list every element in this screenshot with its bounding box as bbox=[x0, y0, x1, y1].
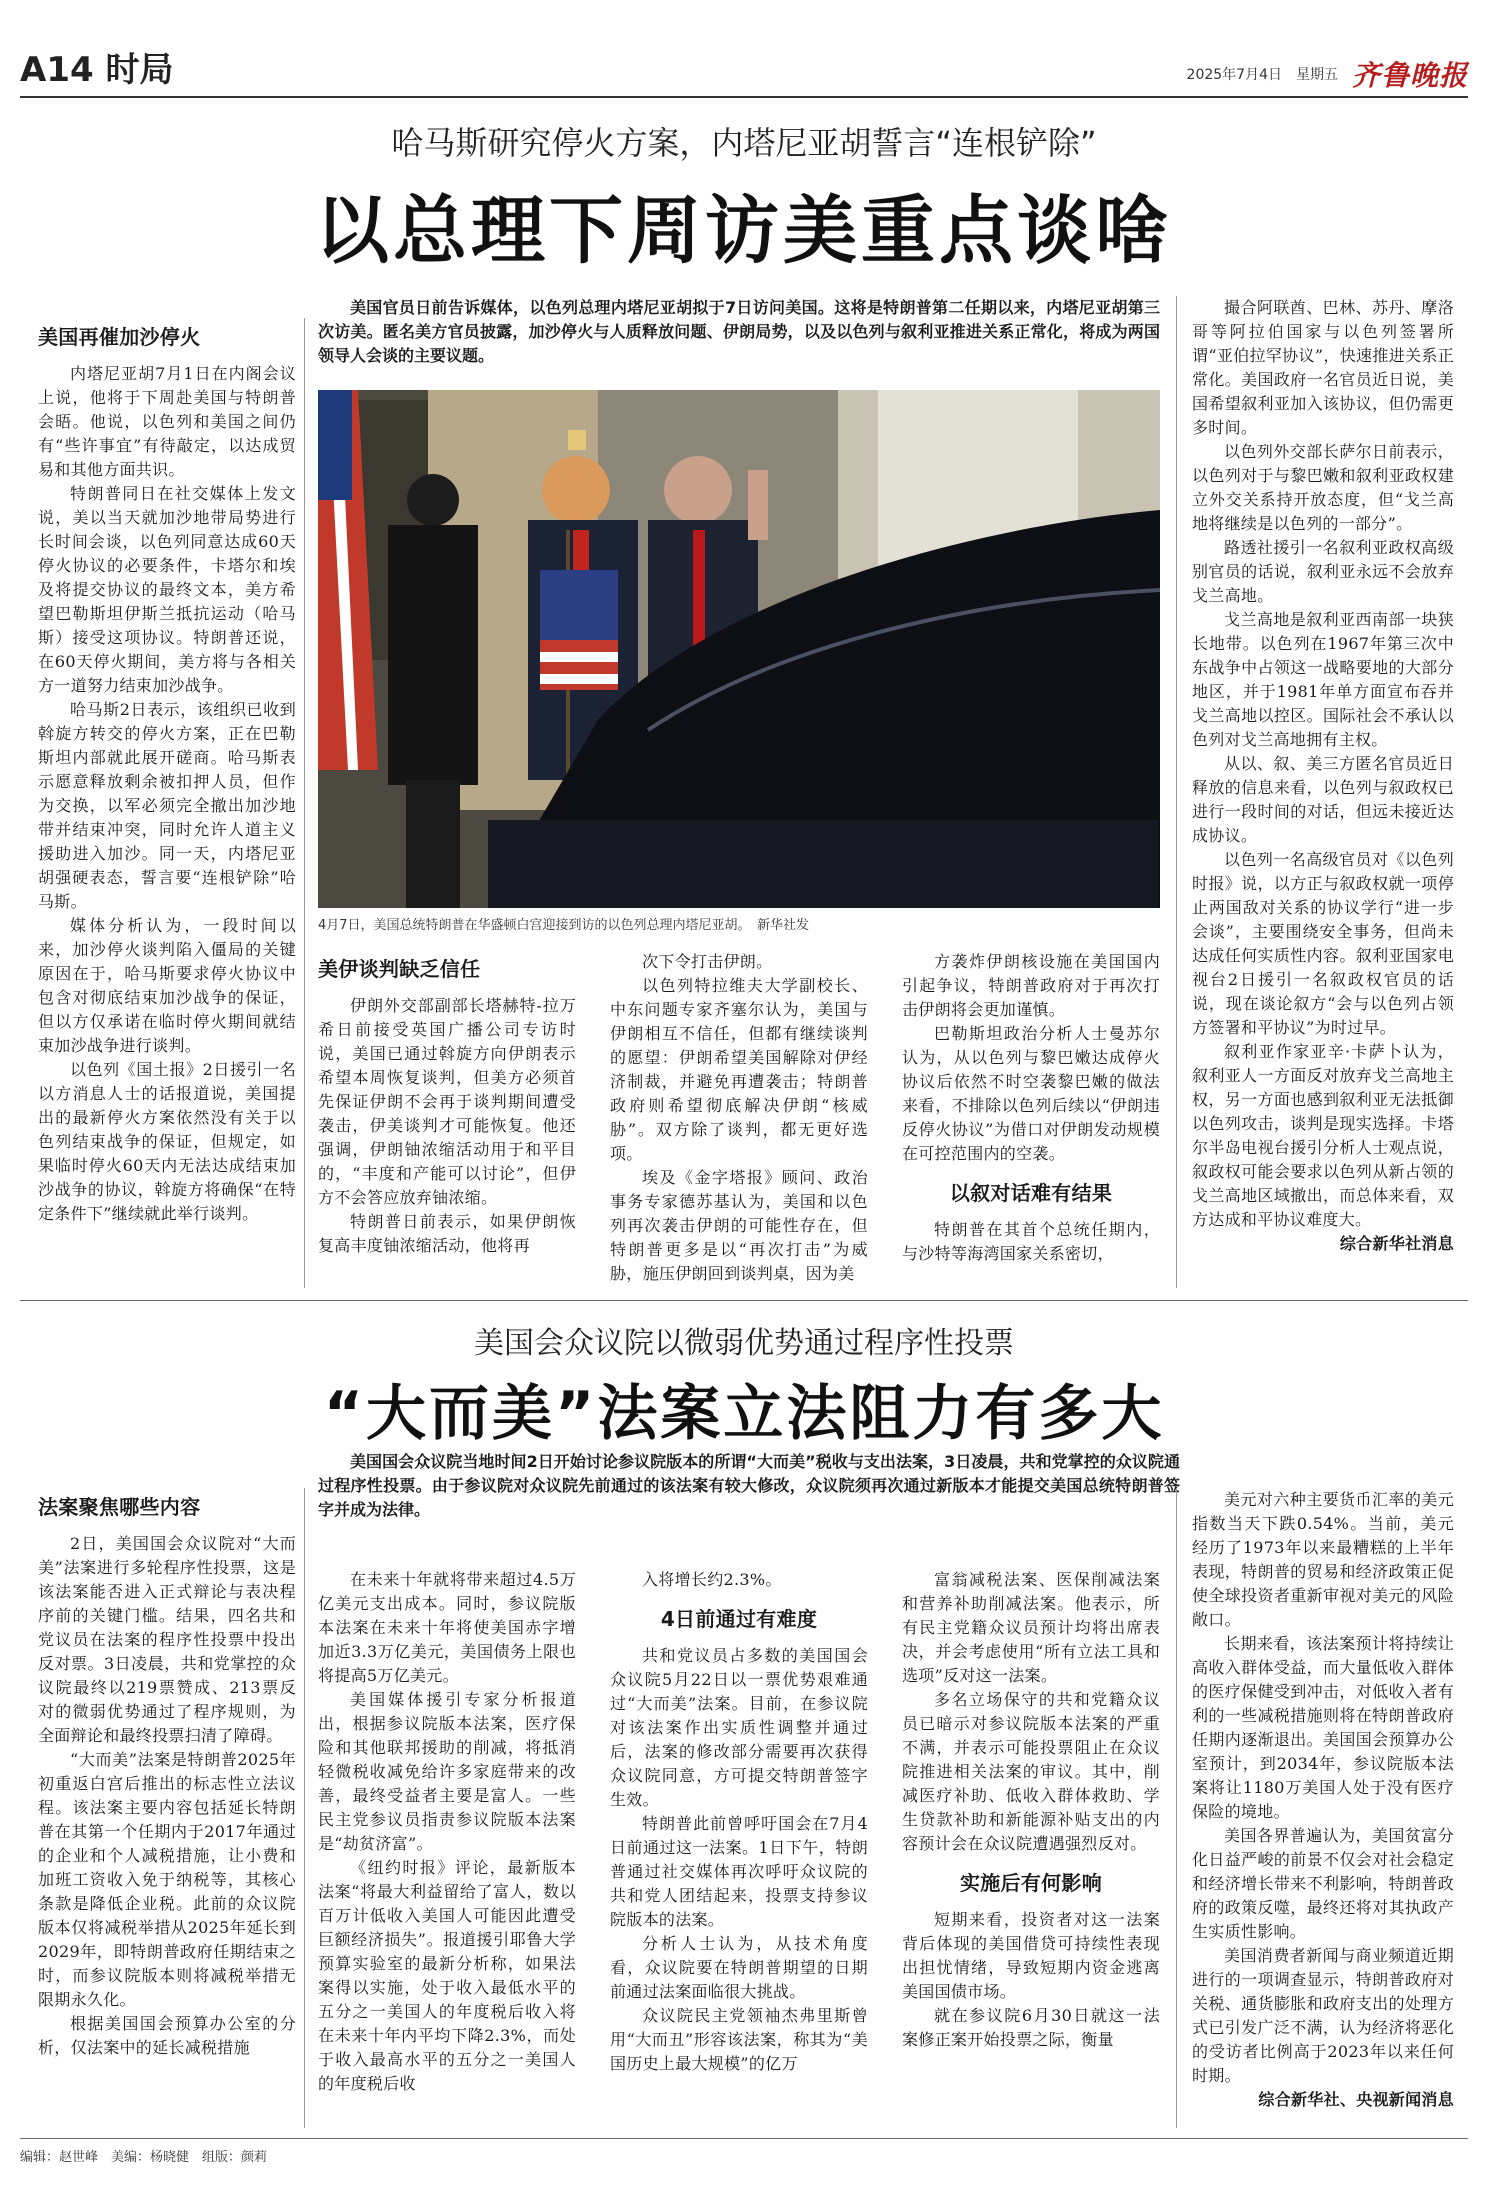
paragraph: 以色列《国土报》2日援引一名以方消息人士的话报道说，美国提出的最新停火方案依然没有关于以色列结束战争的保证，但规定，如果临时停火60天内无法达成结束加沙战争的协议，斡旋方将确保“在特定条件下”继续就此举行谈判。 bbox=[38, 1060, 296, 1223]
article2-lead: 美国国会众议院当地时间2日开始讨论参议院版本的所谓“大而美”税收与支出法案，3日凌晨，共和党掌控的众议院通过程序性投票。由于参议院对众议院先前通过的该法案有较大修改，众议院须再次通过新版本才能提交美国总统特朗普签字并成为法律。 bbox=[318, 1452, 1180, 1519]
paragraph: 众议院民主党领袖杰弗里斯曾用“大而丑”形容该法案，称其为“美国历史上最大规模”的亿万 bbox=[610, 2006, 868, 2073]
paragraph: 方袭炸伊朗核设施在美国国内引起争议，特朗普政府对于再次打击伊朗将会更加谨慎。 bbox=[902, 952, 1160, 1019]
paragraph: 富翁减税法案、医保削减法案和营养补助削减法案。他表示，所有民主党籍众议员预计均将出席表决，并会考虑使用“所有立法工具和选项”反对这一法案。 bbox=[902, 1570, 1160, 1685]
column-divider bbox=[304, 318, 305, 1288]
section-heading: 美伊谈判缺乏信任 bbox=[318, 957, 481, 981]
paragraph: 短期来看，投资者对这一法案背后体现的美国借贷可持续性表现出担忧情绪，导致短期内资金逃离美国国债市场。 bbox=[902, 1910, 1160, 2001]
photo-caption: 4月7日，美国总统特朗普在华盛顿白宫迎接到访的以色列总理内塔尼亚胡。 新华社发 bbox=[318, 918, 810, 933]
paragraph: 特朗普同日在社交媒体上发文说，美以当天就加沙地带局势进行长时间会谈，以色列同意达成60天停火协议的必要条件，卡塔尔和埃及将提交协议的最终文本，美方希望巴勒斯坦伊斯兰抵抗运动（哈马斯）接受这项协议。特朗普还说，在60天停火期间，美方将与各相关方一道努力结束加沙战争。 bbox=[38, 484, 296, 695]
column-divider bbox=[304, 1488, 305, 2128]
paragraph: 在未来十年就将带来超过4.5万亿美元支出成本。同时，参议院版本法案在未来十年将使美国赤字增加近3.3万亿美元，美国债务上限也将提高5万亿美元。 bbox=[318, 1570, 576, 1685]
paragraph: 戈兰高地是叙利亚西南部一块狭长地带。以色列在1967年第三次中东战争中占领这一战略要地的大部分地区，并于1981年单方面宣布吞并戈兰高地以控区。国际社会不承认以色列对戈兰高地拥有主权。 bbox=[1192, 610, 1454, 749]
news-photo bbox=[318, 390, 1160, 908]
paragraph: 特朗普日前表示，如果伊朗恢复高丰度铀浓缩活动，他将再 bbox=[318, 1212, 576, 1255]
paragraph: 以色列外交部长萨尔日前表示，以色列对于与黎巴嫩和叙利亚政权建立外交关系持开放态度，但“戈兰高地将继续是以色列的一部分”。 bbox=[1192, 442, 1454, 533]
paragraph: 2日，美国国会众议院对“大而美”法案进行多轮程序性投票，这是该法案能否进入正式辩论与表决程序前的关键门槛。结果，四名共和党议员在法案的程序性投票中投出反对票。3日凌晨，共和党掌控的众议院最终以219票赞成、213票反对的微弱优势通过了程序规则，为全面辩论和最终投票扫清了障碍。 bbox=[38, 1534, 296, 1745]
article1-lead: 美国官员日前告诉媒体，以色列总理内塔尼亚胡拟于7日访问美国。这将是特朗普第二任期以来，内塔尼亚胡第三次访美。匿名美方官员披露，加沙停火与人质释放问题、伊朗局势，以及以色列与叙利亚推进关系正常化，将成为两国领导人会谈的主要议题。 bbox=[318, 298, 1160, 365]
article1-column-1 bbox=[38, 318, 296, 1226]
paragraph: 以色列特拉维夫大学副校长、中东问题专家齐塞尔认为，美国与伊朗相互不信任，但都有继续谈判的愿望：伊朗希望美国解除对伊经济制裁，并避免再遭袭击；特朗普政府则希望彻底解决伊朗“核威胁”。双方除了谈判，都无更好选项。 bbox=[610, 976, 868, 1163]
article2-column-3 bbox=[610, 1568, 868, 2076]
paragraph: 内塔尼亚胡7月1日在内阁会议上说，他将于下周赴美国与特朗普会晤。他说，以色列和美国之间仍有“些许事宜”有待敲定，以达成贸易和其他方面共识。 bbox=[38, 364, 296, 479]
paragraph: 多名立场保守的共和党籍众议员已暗示对参议院版本法案的严重不满，并表示可能投票阻止在众议院推进相关法案的审议。其中，削减医疗补助、低收入群体救助、学生贷款补助和新能源补贴支出的内容预计会在众议院遭遇强烈反对。 bbox=[902, 1690, 1160, 1853]
paragraph: 分析人士认为，从技术角度看，众议院要在特朗普期望的日期前通过法案面临很大挑战。 bbox=[610, 1934, 868, 2001]
paragraph: 特朗普在其首个总统任期内，与沙特等海湾国家关系密切， bbox=[902, 1220, 1160, 1263]
newspaper-logo: 齐鲁晚报 bbox=[1351, 59, 1468, 92]
article2-column-4 bbox=[902, 1568, 1160, 2052]
byline: 综合新华社消息 bbox=[1339, 1234, 1454, 1253]
article1-headline: 以总理下周访美重点谈啥 bbox=[315, 188, 1173, 274]
masthead bbox=[20, 38, 1468, 96]
column-divider bbox=[1176, 1488, 1177, 2128]
paragraph: 美国各界普遍认为，美国贫富分化日益严峻的前景不仅会对社会稳定和经济增长带来不利影响，特朗普政府的政策反噬，最终还将对其执政产生实质性影响。 bbox=[1192, 1826, 1454, 1941]
masthead-info bbox=[1187, 54, 1468, 94]
section-heading: 法案聚焦哪些内容 bbox=[38, 1495, 201, 1519]
paragraph: 次下令打击伊朗。 bbox=[642, 952, 773, 971]
column-divider bbox=[1176, 296, 1177, 1288]
paragraph: 根据美国国会预算办公室的分析，仅法案中的延长减税措施 bbox=[38, 2014, 296, 2057]
paragraph: 美元对六种主要货币汇率的美元指数当天下跌0.54%。当前，美元经历了1973年以来最糟糕的上半年表现，特朗普的贸易和经济政策正促使全球投资者重新审视对美元的风险敞口。 bbox=[1192, 1490, 1454, 1629]
editor-credits: 编辑：赵世峰 美编：杨晓健 组版：颜莉 bbox=[20, 2150, 268, 2165]
article1-column-5 bbox=[1192, 296, 1454, 1256]
paragraph: 撮合阿联酋、巴林、苏丹、摩洛哥等阿拉伯国家与以色列签署所谓“亚伯拉罕协议”，快速推进关系正常化。美国政府一名官员近日说，美国希望叙利亚加入该协议，但仍需更多时间。 bbox=[1192, 298, 1454, 437]
article2-column-5 bbox=[1192, 1488, 1454, 2112]
paragraph: 从以、叙、美三方匿名官员近日释放的信息来看，以色列与叙政权已进行一段时间的对话，但远未接近达成协议。 bbox=[1192, 754, 1454, 845]
article2-headline: “大而美”法案立法阻力有多大 bbox=[323, 1379, 1165, 1449]
paragraph: 共和党议员占多数的美国国会众议院5月22日以一票优势艰难通过“大而美”法案。目前，在参议院对该法案作出实质性调整并通过后，法案的修改部分需要再次获得众议院同意，方可提交特朗普签字生效。 bbox=[610, 1646, 868, 1809]
article-separator bbox=[20, 1300, 1468, 1301]
paragraph: “大而美”法案是特朗普2025年初重返白宫后推出的标志性立法议程。该法案主要内容包括延长特朗普在其第一个任期内于2017年通过的企业和个人减税措施，让小费和加班工资收入免于纳税等，其核心条款是降低企业税。此前的众议院版本仅将减税举措从2025年延长到2029年，即特朗普政府任期结束之时，而参议院版本则将减税举措无限期永久化。 bbox=[38, 1750, 296, 2009]
masthead-rule bbox=[20, 96, 1468, 98]
photo-trump-netanyahu-white-house bbox=[318, 390, 1160, 908]
paragraph: 美国媒体援引专家分析报道出，根据参议院版本法案，医疗保险和其他联邦援助的削减，将抵消轻微税收减免给许多家庭带来的改善，最终受益者主要是富人。一些民主党参议员指责参议院版本法案是“劫贫济富”。 bbox=[318, 1690, 576, 1853]
paragraph: 《纽约时报》评论，最新版本法案“将最大利益留给了富人，数以百万计低收入美国人可能因此遭受巨额经济损失”。报道援引耶鲁大学预算实验室的最新分析称，如果法案得以实施，处于收入最低水平的五分之一美国人的年度税后收入将在未来十年内平均下降2.3%，而处于收入最高水平的五分之一美国人的年度税后收 bbox=[318, 1858, 576, 2093]
section-heading: 美国再催加沙停火 bbox=[38, 325, 201, 349]
footer-rule bbox=[20, 2138, 1468, 2139]
paragraph: 以色列一名高级官员对《以色列时报》说，以方正与叙政权就一项停止两国敌对关系的协议学行“进一步会谈”，主要围绕安全事务，但尚未达成任何实质性内容。叙利亚国家电视台2日援引一名叙政权官员的话说，现在谈论叙方“会与以色列占领方签署和平协议”为时过早。 bbox=[1192, 850, 1454, 1037]
paragraph: 埃及《金字塔报》顾问、政治事务专家德苏基认为，美国和以色列再次袭击伊朗的可能性存在，但特朗普更多是以“再次打击”为威胁，施压伊朗回到谈判桌，因为美 bbox=[610, 1168, 868, 1283]
paragraph: 哈马斯2日表示，该组织已收到斡旋方转交的停火方案，正在巴勒斯坦内部就此展开磋商。哈马斯表示愿意释放剩余被扣押人员，但作为交换，以军必须完全撤出加沙地带并结束冲突，同时允许人道主义援助进入加沙。同一天，内塔尼亚胡强硬表态，誓言要“连根铲除”哈马斯。 bbox=[38, 700, 296, 911]
paragraph: 就在参议院6月30日就这一法案修正案开始投票之际，衡量 bbox=[902, 2006, 1160, 2049]
paragraph: 巴勒斯坦政治分析人士曼苏尔认为，从以色列与黎巴嫩达成停火协议后依然不时空袭黎巴嫩的做法来看，不排除以色列后续以“伊朗违反停火协议”为借口对伊朗发动规模在可控范围内的空袭。 bbox=[902, 1024, 1160, 1163]
paragraph: 叙利亚作家亚辛·卡萨卜认为，叙利亚人一方面反对放弃戈兰高地主权，另一方面也感到叙利亚无法抵御以色列攻击，谈判是现实选择。卡塔尔半岛电视台援引分析人士观点说，叙政权可能会要求以色列从新占领的戈兰高地区域撤出，而总体来看，双方达成和平协议难度大。 bbox=[1192, 1042, 1454, 1229]
section-heading: 4日前通过有难度 bbox=[660, 1607, 818, 1631]
paragraph: 特朗普此前曾呼吁国会在7月4日前通过这一法案。1日下午，特朗普通过社交媒体再次呼吁众议院的共和党人团结起来，投票支持参议院版本的法案。 bbox=[610, 1814, 868, 1929]
article2-column-2 bbox=[318, 1568, 576, 2096]
paragraph: 入将增长约2.3%。 bbox=[642, 1570, 782, 1589]
paragraph: 伊朗外交部副部长塔赫特-拉万希日前接受英国广播公司专访时说，美国已通过斡旋方向伊朗表示希望本周恢复谈判，但美方必须首先保证伊朗不会再于谈判期间遭受袭击，伊美谈判才可能恢复。他还强调，伊朗铀浓缩活动用于和平目的，“丰度和产能可以讨论”，但伊方不会答应放弃铀浓缩。 bbox=[318, 996, 576, 1207]
article1-column-2 bbox=[318, 950, 576, 1258]
article1-kicker: 哈马斯研究停火方案，内塔尼亚胡誓言“连根铲除” bbox=[391, 124, 1097, 162]
paragraph: 美国消费者新闻与商业频道近期进行的一项调查显示，特朗普政府对关税、通货膨胀和政府支出的处理方式已引发广泛不满，认为经济将恶化的受访者比例高于2023年以来任何时期。 bbox=[1192, 1946, 1454, 2085]
issue-weekday: 星期五 bbox=[1295, 67, 1338, 83]
article1-column-4 bbox=[902, 950, 1160, 1266]
article1-column-3 bbox=[610, 950, 868, 1286]
issue-date: 2025年7月4日 bbox=[1186, 67, 1282, 83]
paragraph: 媒体分析认为，一段时间以来，加沙停火谈判陷入僵局的关键原因在于，哈马斯要求停火协议中包含对彻底结束加沙战争的保证，但以方仅承诺在临时停火期间就结束加沙战争进行谈判。 bbox=[38, 916, 296, 1055]
page-number: A14 时局 bbox=[20, 50, 174, 90]
paragraph: 长期来看，该法案预计将持续让高收入群体受益，而大量低收入群体的医疗保健受到冲击，对低收入者有利的一些减税措施则将在特朗普政府任期内逐渐退出。美国国会预算办公室预计，到2034年，参议院版本法案将让1180万美国人处于没有医疗保险的境地。 bbox=[1192, 1634, 1454, 1821]
article2-kicker: 美国会众议院以微弱优势通过程序性投票 bbox=[474, 1326, 1014, 1361]
section-heading: 以叙对话难有结果 bbox=[949, 1181, 1113, 1205]
section-heading: 实施后有何影响 bbox=[959, 1871, 1103, 1895]
paragraph: 路透社援引一名叙利亚政权高级别官员的话说，叙利亚永远不会放弃戈兰高地。 bbox=[1192, 538, 1454, 605]
byline: 综合新华社、央视新闻消息 bbox=[1258, 2090, 1454, 2109]
article2-column-1 bbox=[38, 1488, 296, 2060]
